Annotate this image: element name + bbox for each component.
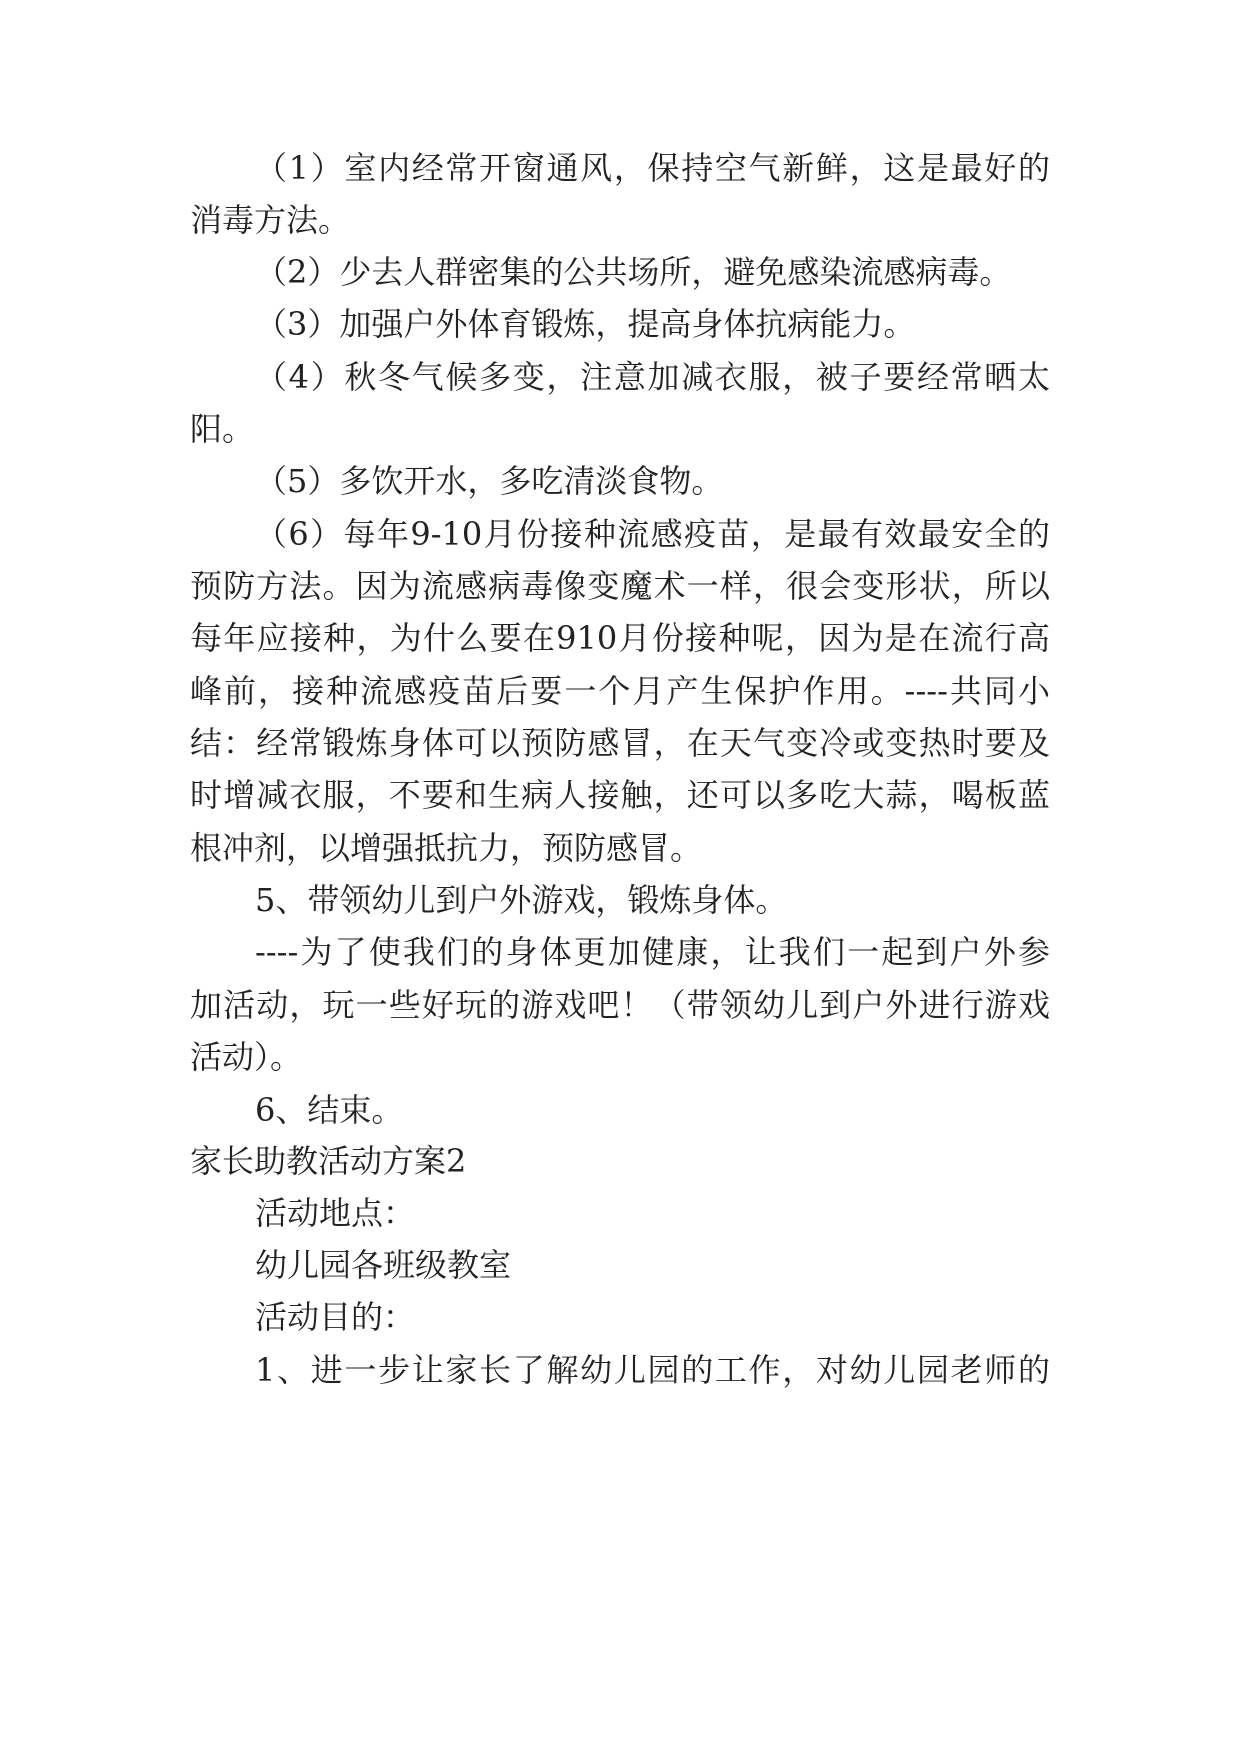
paragraph-line-21: 活动地点：: [255, 1194, 416, 1232]
section-heading: 家长助教活动方案2: [190, 1142, 467, 1180]
paragraph-line-23: 活动目的：: [255, 1298, 416, 1336]
paragraph-line-2: 消毒方法。: [190, 201, 351, 239]
paragraph-line-24: 1、进一步让家长了解幼儿园的工作，对幼儿园老师的: [255, 1351, 1050, 1389]
paragraph-line-16: ----为了使我们的身体更加健康，让我们一起到户外参: [255, 933, 1050, 971]
paragraph-line-7: （5）多饮开水，多吃清淡食物。: [255, 462, 724, 500]
paragraph-line-6: 阳。: [190, 410, 255, 448]
paragraph-line-5: （4）秋冬气候多变，注意加减衣服，被子要经常晒太: [255, 358, 1050, 396]
paragraph-line-13: 时增减衣服，不要和生病人接触，还可以多吃大蒜，喝板蓝: [190, 776, 1050, 814]
paragraph-line-3: （2）少去人群密集的公共场所，避免感染流感病毒。: [255, 253, 1012, 291]
paragraph-line-15: 5、带领幼儿到户外游戏，锻炼身体。: [255, 881, 788, 919]
paragraph-line-1: （1）室内经常开窗通风，保持空气新鲜，这是最好的: [255, 149, 1050, 187]
paragraph-line-4: （3）加强户外体育锻炼，提高身体抗病能力。: [255, 305, 916, 343]
paragraph-line-14: 根冲剂，以增强抵抗力，预防感冒。: [190, 829, 703, 867]
paragraph-line-19: 6、结束。: [255, 1091, 404, 1129]
paragraph-line-12: 结：经常锻炼身体可以预防感冒，在天气变冷或变热时要及: [190, 724, 1050, 762]
paragraph-line-22: 幼儿园各班级教室: [255, 1246, 512, 1284]
paragraph-line-8: （6）每年9-10月份接种流感疫苗，是最有效最安全的: [255, 515, 1050, 553]
paragraph-line-10: 每年应接种，为什么要在910月份接种呢，因为是在流行高: [190, 619, 1050, 657]
paragraph-line-18: 活动）。: [190, 1038, 303, 1076]
paragraph-line-9: 预防方法。因为流感病毒像变魔术一样，很会变形状，所以: [190, 567, 1050, 605]
paragraph-line-11: 峰前，接种流感疫苗后要一个月产生保护作用。----共同小: [190, 672, 1050, 710]
paragraph-line-17: 加活动，玩一些好玩的游戏吧！（带领幼儿到户外进行游戏: [190, 986, 1050, 1024]
